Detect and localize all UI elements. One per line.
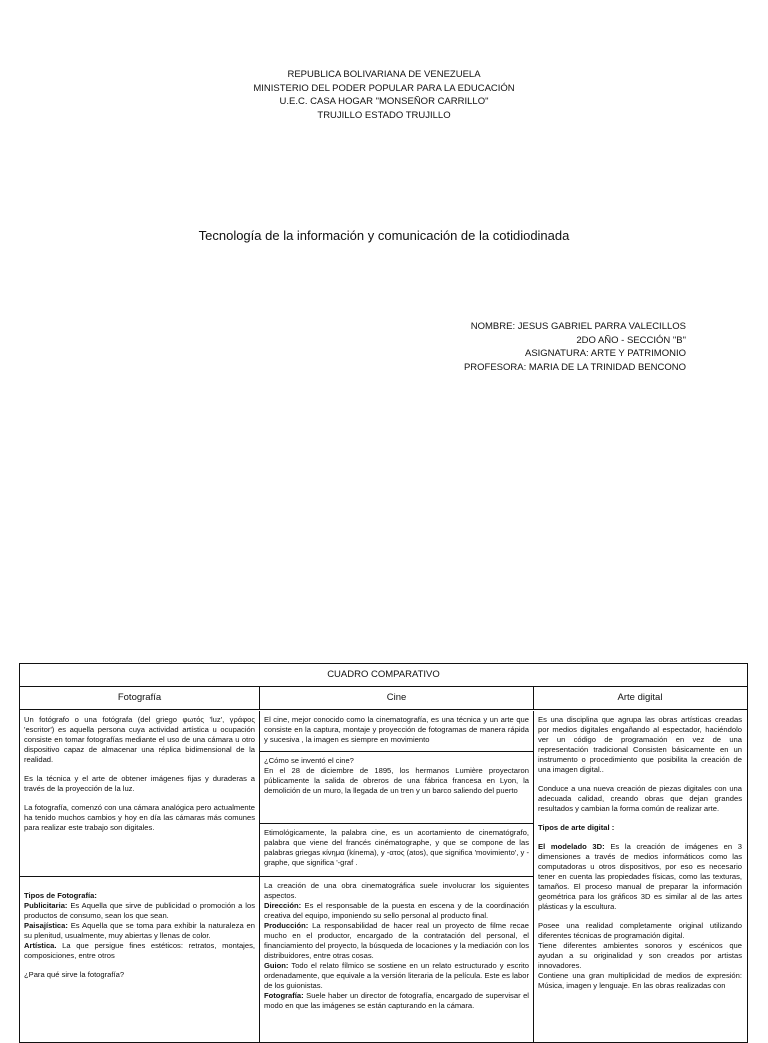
arte-paragraph-5: Contiene una gran multiplicidad de medios de expresión: Música, imagen y lenguaje. En las obras realizadas con xyxy=(538,971,742,990)
column-arte-digital xyxy=(534,711,746,1042)
column-header-arte-digital: Arte digital xyxy=(617,692,663,703)
cine-definition-cell xyxy=(260,711,533,752)
foto-type-text: Es Aquella que sirve de publicidad o promoción a los productos de consumo, sean los que sean. xyxy=(24,901,255,920)
arte-paragraph-2: Conduce a una nueva creación de piezas digitales con una adecuada calidad, creando obras que dejan grandes resultados y cambian la forma común de realizar arte. xyxy=(538,784,742,813)
cine-aspect-label: Producción: xyxy=(264,921,309,930)
foto-type-label: Publicitaria: xyxy=(24,901,68,910)
author-block xyxy=(464,320,686,374)
foto-question: ¿Para qué sirve la fotografía? xyxy=(24,970,125,979)
cine-aspect-label: Fotografía: xyxy=(264,991,304,1000)
column-cine xyxy=(260,711,534,1042)
author-name: NOMBRE: JESUS GABRIEL PARRA VALECILLOS xyxy=(470,321,686,332)
foto-types-title: Tipos de Fotografía: xyxy=(24,891,97,900)
foto-type-paisajistica xyxy=(24,921,255,941)
foto-paragraph-1: Un fotógrafo o una fotógrafa (del griego φωτός 'luz', γράφος 'escritor') es aquella persona cuya actividad artística u ocupación consiste en tomar fotografías mediante el uso de una cámara u otro dispositivo capaz de almacenar una réplica bidimensional de la realidad. xyxy=(24,715,255,764)
foto-paragraph-3: La fotografía, comenzó con una cámara analógica pero actualmente ha tenido muchos cambios y hoy en día las cámaras más comunes para realizar este trabajo son digitales. xyxy=(24,803,255,832)
cine-aspect-text: Suele haber un director de fotografía, encargado de supervisar el modo en que las imágenes se están capturando en la cámara. xyxy=(264,991,529,1010)
header-line-republic: REPUBLICA BOLIVARIANA DE VENEZUELA xyxy=(287,69,481,80)
foto-type-artistica xyxy=(24,941,255,961)
author-subject: ASIGNATURA: ARTE Y PATRIMONIO xyxy=(524,348,686,359)
cine-history-cell xyxy=(260,752,533,824)
cine-aspect-produccion xyxy=(264,921,529,961)
foto-type-label: Artística. xyxy=(24,941,57,950)
foto-type-text: La que persigue fines estéticos: retratos, montajes, composiciones, entre otros xyxy=(24,941,255,960)
foto-type-text: Es Aquella que se toma para exhibir la naturaleza en su plenitud, usualmente, muy abiertas y llenas de color. xyxy=(24,921,255,940)
author-grade: 2DO AÑO - SECCIÓN "B" xyxy=(576,334,686,346)
header-line-school: U.E.C. CASA HOGAR "MONSEÑOR CARRILLO" xyxy=(279,96,489,107)
table-body xyxy=(20,711,747,1042)
column-header-fotografia: Fotografía xyxy=(20,687,260,709)
author-teacher: PROFESORA: MARIA DE LA TRINIDAD BENCONO xyxy=(463,361,686,373)
column-fotografia xyxy=(20,711,260,1042)
header-line-state: TRUJILLO ESTADO TRUJILLO xyxy=(317,109,451,121)
document-title: Tecnología de la información y comunicación de la cotidiodinada xyxy=(198,228,570,243)
cine-aspect-label: Dirección: xyxy=(264,901,302,910)
foto-type-publicitaria xyxy=(24,901,255,921)
cine-aspect-direccion xyxy=(264,901,529,921)
cine-aspect-fotografia xyxy=(264,991,529,1011)
arte-paragraph-3: Posee una realidad completamente original utilizando diferentes técnicas de programación digital. xyxy=(538,921,742,940)
cine-aspects-cell xyxy=(260,877,533,1015)
cine-paragraph-2: En el 28 de diciembre de 1895, los hermanos Lumière proyectaron públicamente la salida de obreros de una fábrica francesa en Lyon, la demolición de un muro, la llegada de un tren y un barco saliendo del puerto xyxy=(264,766,529,795)
arte-types-title: Tipos de arte digital : xyxy=(538,823,615,832)
foto-definition-cell xyxy=(20,711,259,877)
cine-aspect-label: Guion: xyxy=(264,961,289,970)
table-title: CUADRO COMPARATIVO xyxy=(20,664,747,687)
cine-aspect-text: La responsabilidad de hacer real un proyecto de filme recae mucho en el productor, encargado de la contratación del personal, el financiamiento del proyecto, la búsqueda de locaciones y la mediación con los distribuidores, entre otras cosas. xyxy=(264,921,529,960)
cine-aspect-text: Todo el relato fílmico se sostiene en un relato estructurado y escrito ordenadamente, que equivale a la versión literaria de la película. Este es labor de los guionistas. xyxy=(264,961,529,990)
arte-type-text: Es la creación de imágenes en 3 dimensiones a través de medios informáticos como las computadoras u otros dispositivos, por eso es necesario tener en cuenta las propiedades físicas, como las texturas, tamaños. El proceso manual de preparar la información geométrica para los gráficos 3D es similar al de las artes plásticas y la escultura. xyxy=(538,842,742,911)
arte-type-label: El modelado 3D: xyxy=(538,842,605,851)
column-header-cine: Cine xyxy=(260,687,534,709)
cine-paragraph-1: El cine, mejor conocido como la cinematografía, es una técnica y un arte que consiste en la captura, montaje y proyección de fotogramas de manera rápida y sucesiva , la imagen es siempre en movimiento xyxy=(264,715,529,744)
table-header-row xyxy=(20,687,747,710)
arte-modelado-3d xyxy=(538,842,742,912)
cine-question: ¿Cómo se inventó el cine? xyxy=(264,756,354,765)
cine-paragraph-4: La creación de una obra cinematográfica suele involucrar los siguientes aspectos. xyxy=(264,881,529,900)
foto-types-cell xyxy=(20,877,259,984)
cine-paragraph-3: Etimológicamente, la palabra cine, es un acortamiento de cinematógrafo, palabra que viene del francés cinématographe, y que se compone de las palabras griegas κίνημα (kínema), y -ατος (atos), que significa 'movimiento', y -graphe, que significa '-graf . xyxy=(264,828,529,867)
header-line-ministry: MINISTERIO DEL PODER POPULAR PARA LA EDUCACIÓN xyxy=(253,82,515,94)
cine-aspect-text: Es el responsable de la puesta en escena y de la coordinación creativa del equipo, imponiendo su sello personal al producto final. xyxy=(264,901,529,920)
foto-type-label: Paisajística: xyxy=(24,921,68,930)
arte-cell xyxy=(534,711,746,995)
cine-etymology-cell xyxy=(260,824,533,877)
arte-paragraph-4: Tiene diferentes ambientes sonoros y escénicos que ayudan a su originalidad y son creados por artistas innovadores. xyxy=(538,941,742,970)
arte-paragraph-1: Es una disciplina que agrupa las obras artísticas creadas por medios digitales engañando al espectador, haciéndolo ver un código de programación en vez de una representación tradicional Consisten básicamente en un instrumento o procedimiento que posibilita la creación de una imagen digital.. xyxy=(538,715,742,774)
foto-paragraph-2: Es la técnica y el arte de obtener imágenes fijas y duraderas a través de la proyección de la luz. xyxy=(24,774,255,793)
cine-aspect-guion xyxy=(264,961,529,991)
comparison-table xyxy=(19,663,748,1043)
document-header xyxy=(0,68,768,122)
